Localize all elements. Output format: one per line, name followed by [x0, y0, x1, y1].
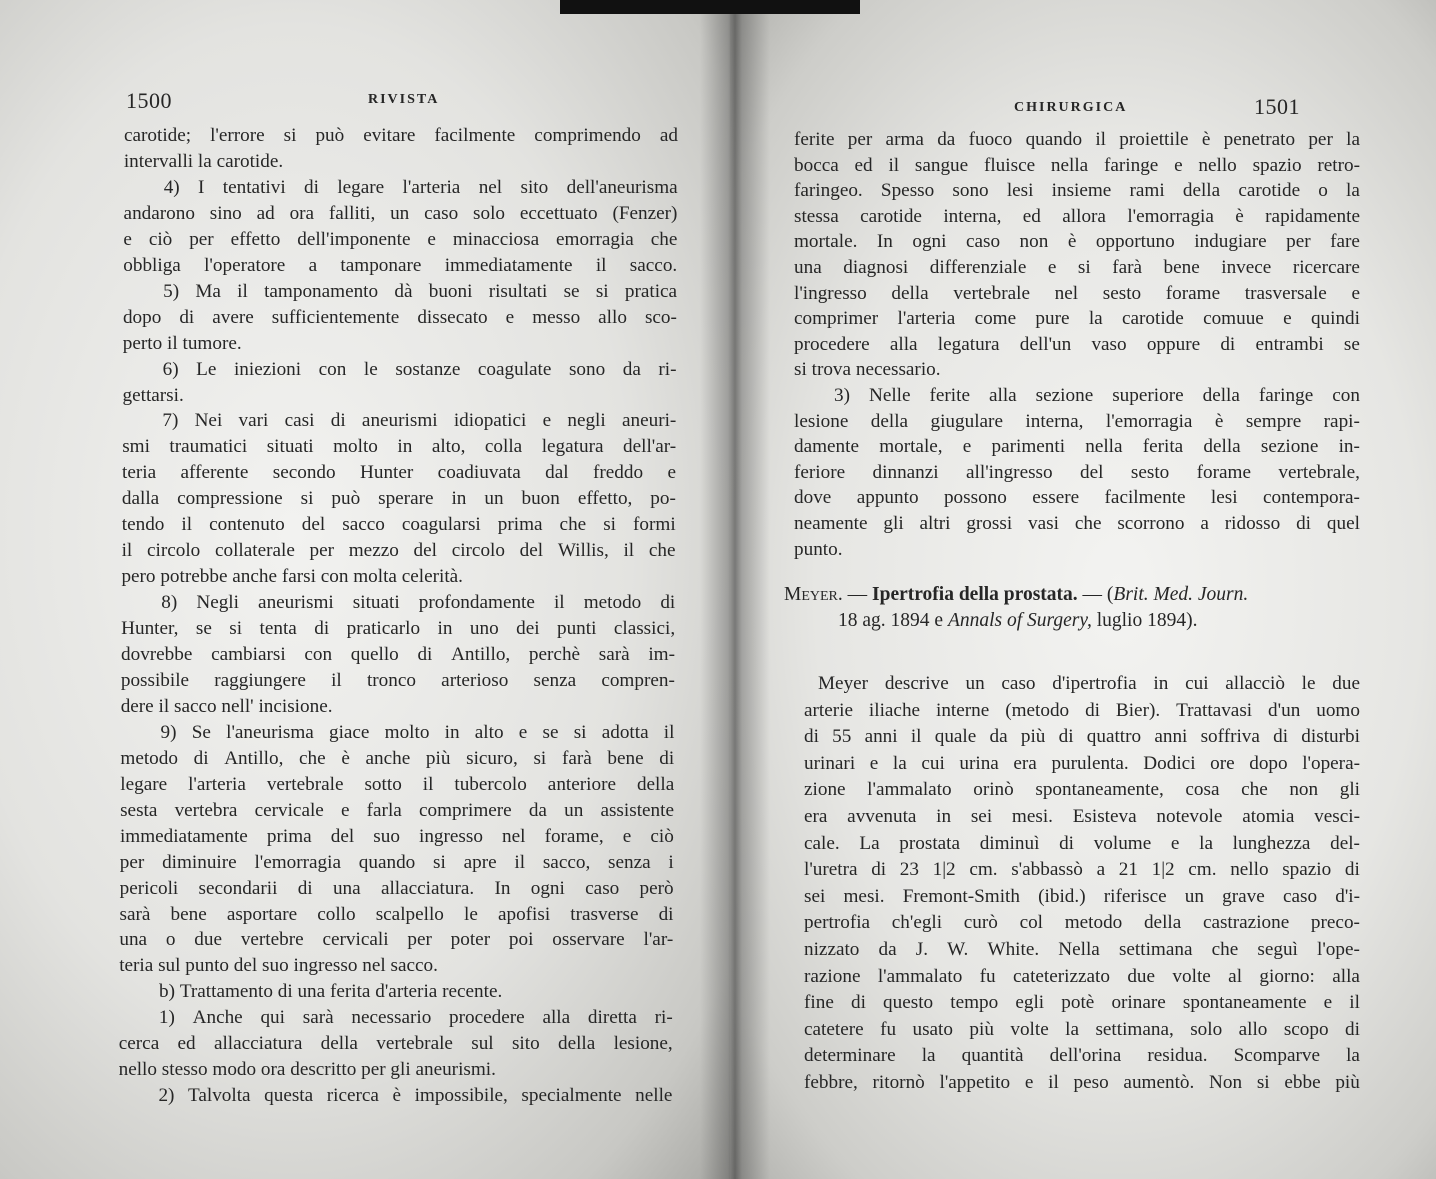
- text-line: dopo di avere sufficientemente dissecato e messo allo sco-: [122, 306, 677, 328]
- text-line: l'ingresso della vertebrale nel sesto forame trasversale e: [794, 282, 1360, 304]
- text-line: 4) I tentativi di legare l'arteria nel sito dell'aneurisma: [163, 176, 678, 198]
- article-title: Ipertrofia della prostata.: [872, 584, 1078, 605]
- text-line: 6) Le iniezioni con le sostanze coagulate sono da ri-: [162, 358, 677, 380]
- text-line: obbliga l'operatore a tamponare immediatamente il sacco.: [123, 254, 678, 276]
- text-line: 7) Nei vari casi di aneurismi idiopatici e negli aneuri-: [162, 410, 677, 432]
- text-line: legare l'arteria vertebrale sotto il tubercolo anteriore della: [120, 773, 675, 795]
- text-line: 5) Ma il tamponamento dà buoni risultati se si pratica: [163, 280, 678, 302]
- text-line: il circolo collaterale per mezzo del circolo del Willis, il che: [121, 540, 676, 562]
- text-line: cerca ed allacciatura della vertebrale sul sito della lesione,: [118, 1033, 673, 1055]
- text-line: urinari e la cui urina era purulenta. Dodici ore dopo l'opera-: [804, 752, 1360, 774]
- text-line: si trova necessario.: [794, 359, 941, 381]
- page-number-right: 1501: [1254, 94, 1300, 119]
- text-line: l'uretra di 23 1|2 cm. s'abbassò a 21 1|2 cm. nello spazio di: [804, 859, 1360, 881]
- text-line: 9) Se l'aneurisma giace molto in alto e se si adotta il: [160, 721, 675, 743]
- text-line: possibile raggiungere il tronco arterioso senza compren-: [120, 669, 675, 691]
- text-line: dalla compressione si può sperare in un buon effetto, po-: [121, 488, 676, 510]
- text-line: razione l'ammalato fu cateterizzato due volte al giorno: alla: [804, 965, 1360, 987]
- text-line: pero potrebbe anche farsi con molta celerità.: [121, 566, 463, 588]
- text-line: cale. La prostata diminuì di volume e la lunghezza del-: [804, 832, 1360, 854]
- article-heading-line2: [838, 609, 1197, 633]
- text-line: carotide; l'errore si può evitare facilmente comprimendo ad: [124, 125, 678, 146]
- text-line: comprimer l'arteria come pure la carotide comuue e quindi: [794, 308, 1360, 330]
- text-line: stessa carotide interna, ed allora l'emorragia è rapidamente: [794, 205, 1360, 227]
- text-line: 1) Anche qui sarà necessario procedere alla diretta ri-: [158, 1007, 673, 1029]
- running-title-left: RIVISTA: [368, 92, 440, 107]
- text-line: sesta vertebra cervicale e farla comprimere da un assistente: [120, 799, 674, 821]
- heading-dash-paren: — (: [1077, 584, 1114, 605]
- text-line: nizzato da J. W. White. Nella settimana che seguì l'ope-: [804, 939, 1360, 960]
- running-title-right: CHIRURGICA: [1014, 100, 1128, 115]
- text-line: neamente gli altri grossi vasi che scorrono a ridosso di quel: [794, 513, 1360, 534]
- text-line: smi traumatici situati molto in alto, colla legatura dell'ar-: [122, 436, 677, 458]
- text-line: tendo il contenuto del sacco coagularsi prima che si formi: [121, 514, 676, 536]
- text-line: Hunter, se si tenta di praticarlo in uno dei punti classici,: [121, 618, 676, 640]
- text-line: sarà bene asportare collo scalpello le apofisi trasverse di: [119, 903, 674, 925]
- text-line: per diminuire l'emorragia quando si apre il sacco, senza i: [119, 851, 674, 873]
- text-line: arterie iliache interne (metodo di Bier). Trattavasi d'un uomo: [804, 699, 1360, 721]
- text-line: una o due vertebre cervicali per poter poi osservare l'ar-: [119, 929, 674, 951]
- text-line: di 55 anni il quale da più di quattro anni soffriva di disturbi: [804, 726, 1360, 748]
- text-line: ferite per arma da fuoco quando il proiettile è penetrato per la: [794, 129, 1360, 150]
- text-line: 2) Talvolta questa ricerca è impossibile, specialmente nelle: [158, 1085, 673, 1107]
- text-line: febbre, ritornò l'appetito e il peso aumentò. Non si ebbe più: [804, 1072, 1360, 1093]
- text-line: faringeo. Spesso sono lesi insieme rami della carotide o la: [794, 180, 1360, 202]
- article-heading-line1: [784, 583, 1248, 607]
- text-line: determinare la quantità dell'orina residua. Scomparve la: [804, 1045, 1360, 1067]
- text-line: fine di questo tempo egli potè orinare spontaneamente e il: [804, 992, 1360, 1014]
- article-author: Meyer.: [784, 584, 843, 605]
- text-line: Meyer descrive un caso d'ipertrofia in cui allacciò le due: [818, 673, 1360, 694]
- text-line: metodo di Antillo, che è anche più sicuro, si farà bene di: [120, 747, 675, 769]
- heading-date: 18 ag. 1894 e: [838, 610, 948, 631]
- text-line: dere il sacco nell' incisione.: [120, 695, 333, 717]
- text-line: sei mesi. Fremont-Smith (ibid.) riferisce un grave caso d'i-: [804, 885, 1360, 907]
- text-line: procedere alla legatura dell'un vaso oppure di entrambi se: [794, 333, 1360, 355]
- text-line: 8) Negli aneurismi situati profondamente il metodo di: [161, 592, 676, 614]
- text-line: nello stesso modo ora descritto per gli aneurismi.: [118, 1059, 496, 1081]
- text-line: una diagnosi differenziale e si farà bene invece ricercare: [794, 257, 1360, 278]
- text-line: lesione della giugulare interna, l'emorragia è sempre rapi-: [794, 410, 1360, 432]
- text-line: b) Trattamento di una ferita d'arteria recente.: [159, 981, 503, 1003]
- text-line: dovrebbe cambiarsi con quello di Antillo, perchè sarà im-: [121, 644, 675, 665]
- right-page: [730, 0, 1436, 1179]
- text-line: mortale. In ogni caso non è opportuno indugiare per fare: [794, 231, 1360, 253]
- article-source-1: Brit. Med. Journ.: [1113, 584, 1249, 605]
- text-line: teria afferente secondo Hunter coadiuvata dal freddo e: [122, 462, 677, 484]
- text-line: damente mortale, e parimenti nella ferita della sezione in-: [794, 436, 1360, 458]
- text-line: gettarsi.: [122, 384, 184, 406]
- text-line: intervalli la carotide.: [123, 150, 284, 172]
- text-line: immediatamente prima del suo ingresso nel forame, e ciò: [119, 825, 674, 847]
- text-line: feriore dinnanzi all'ingresso del sesto forame vertebrale,: [794, 461, 1360, 483]
- text-line: pericoli secondarii di una allacciatura. In ogni caso però: [119, 877, 674, 899]
- text-line: era avvenuta in sei mesi. Esisteva notevole atomia vesci-: [804, 806, 1360, 827]
- text-line: punto.: [794, 538, 843, 560]
- text-line: dove appunto possono essere facilmente lesi contempora-: [794, 487, 1360, 509]
- text-line: e ciò per effetto dell'imponente e minacciosa emorragia che: [123, 228, 678, 250]
- page-number-left: 1500: [126, 88, 172, 113]
- text-line: 3) Nelle ferite alla sezione superiore della faringe con: [834, 385, 1360, 406]
- heading-dash: —: [842, 584, 873, 605]
- text-line: pertrofia ch'egli curò col metodo della castrazione preco-: [804, 912, 1360, 934]
- article-source-2: Annals of Surgery,: [947, 610, 1092, 631]
- heading-date-2: luglio 1894).: [1091, 610, 1198, 631]
- text-line: teria sul punto del suo ingresso nel sacco.: [119, 955, 438, 977]
- scan-edge: [560, 0, 860, 14]
- text-line: zione l'ammalato orinò spontaneamente, cosa che non gli: [804, 779, 1360, 801]
- text-line: andarono sino ad ora falliti, un caso solo eccettuato (Fenzer): [123, 202, 678, 224]
- text-line: catetere fu usato più volte la settimana, solo allo scopo di: [804, 1018, 1360, 1040]
- text-line: bocca ed il sangue fluisce nella faringe e nello spazio retro-: [794, 154, 1360, 176]
- text-line: perto il tumore.: [122, 332, 242, 354]
